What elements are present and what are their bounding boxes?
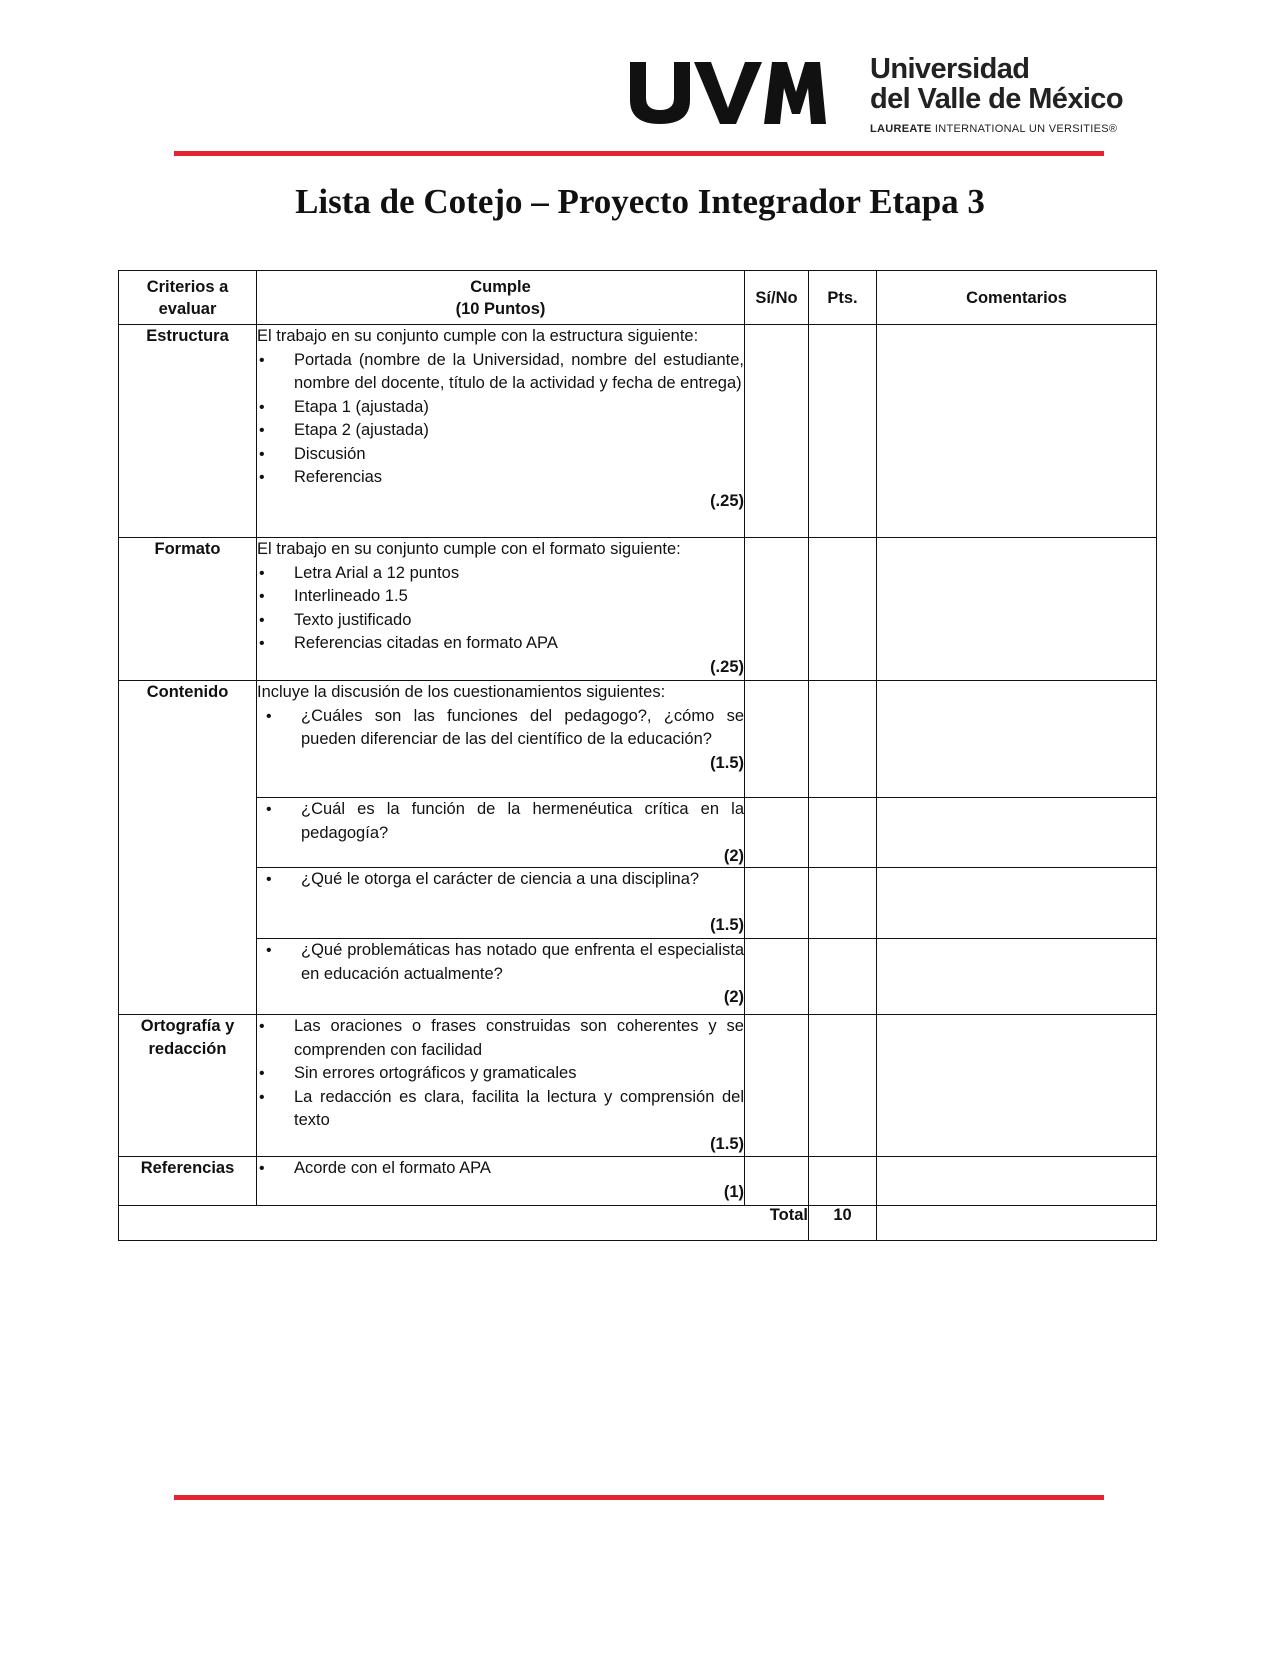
comentarios-cell[interactable] (877, 1157, 1157, 1206)
laureate-tagline (870, 123, 1117, 135)
estructura-list (257, 349, 744, 490)
list-item: • Interlineado 1.5 (257, 585, 744, 609)
si-no-cell[interactable] (745, 939, 809, 1015)
header-cumple-line1: Cumple (470, 277, 531, 296)
points-contenido-2: (2) (723, 847, 744, 865)
criterion-referencias: Referencias (119, 1157, 257, 1206)
list-item: • Las oraciones o frases construidas son coherentes y se comprenden con facilidad (257, 1015, 744, 1062)
header-cumple-line2: (10 Puntos) (455, 299, 546, 318)
contenido-intro: Incluye la discusión de los cuestionamientos siguientes: (257, 683, 666, 701)
comentarios-cell[interactable] (877, 325, 1157, 538)
comentarios-cell[interactable] (877, 681, 1157, 798)
criterion-ortografia-line1: Ortografía y (140, 1017, 235, 1035)
list-item: • Discusión (257, 443, 744, 467)
pts-cell[interactable] (809, 939, 877, 1015)
list-item: • Texto justificado (257, 609, 744, 633)
points-formato: (.25) (710, 657, 744, 676)
criterion-formato: Formato (119, 538, 257, 681)
criterion-contenido: Contenido (119, 681, 257, 1015)
total-label: Total (119, 1206, 809, 1241)
referencias-list (257, 1157, 744, 1181)
header-cumple (257, 271, 745, 325)
list-item: • Letra Arial a 12 puntos (257, 562, 744, 586)
row-contenido-4 (119, 939, 1157, 1015)
si-no-cell[interactable] (745, 798, 809, 868)
header-divider (174, 151, 1104, 156)
header-comentarios: Comentarios (877, 271, 1157, 325)
si-no-cell[interactable] (745, 681, 809, 798)
header-si-no: Sí/No (745, 271, 809, 325)
tagline-rest: INTERNATIONAL UN VERSITIES® (934, 123, 1118, 135)
list-item: • Portada (nombre de la Universidad, nombre del estudiante, nombre del docente, título de la actividad y fecha de entrega) (257, 349, 744, 396)
pts-cell[interactable] (809, 325, 877, 538)
row-ortografia (119, 1015, 1157, 1157)
list-item: • ¿Qué le otorga el carácter de ciencia a una disciplina? (257, 868, 744, 892)
header-row (119, 271, 1157, 325)
uvm-logo (626, 52, 1126, 142)
university-name-line2: del Valle de México (870, 83, 1123, 115)
total-value: 10 (809, 1206, 877, 1241)
comentarios-cell[interactable] (877, 1015, 1157, 1157)
row-formato (119, 538, 1157, 681)
si-no-cell[interactable] (745, 868, 809, 939)
comentarios-cell[interactable] (877, 798, 1157, 868)
list-item: • Referencias (257, 466, 744, 490)
pts-cell[interactable] (809, 798, 877, 868)
formato-list (257, 562, 744, 656)
tagline-bold: LAUREATE (870, 123, 932, 135)
list-item: • ¿Cuál es la función de la hermenéutica crítica en la pedagogía? (257, 798, 744, 845)
total-comentarios-cell[interactable] (877, 1206, 1157, 1241)
contenido-list-4 (257, 939, 744, 986)
header-pts: Pts. (809, 271, 877, 325)
row-contenido-2 (119, 798, 1157, 868)
row-contenido-1 (119, 681, 1157, 798)
list-item: • La redacción es clara, facilita la lectura y comprensión del texto (257, 1086, 744, 1133)
cumple-contenido-4 (257, 939, 745, 1015)
university-name (870, 54, 1123, 114)
points-contenido-4: (2) (723, 988, 744, 1006)
cumple-referencias (257, 1157, 745, 1206)
points-referencias: (1) (723, 1182, 744, 1201)
contenido-list-1 (257, 705, 744, 752)
cumple-formato (257, 538, 745, 681)
formato-intro: El trabajo en su conjunto cumple con el formato siguiente: (257, 540, 681, 558)
pts-cell[interactable] (809, 681, 877, 798)
comentarios-cell[interactable] (877, 538, 1157, 681)
rubric-table (118, 270, 1157, 1241)
row-estructura (119, 325, 1157, 538)
header-criterios-line2: evaluar (158, 299, 217, 318)
si-no-cell[interactable] (745, 538, 809, 681)
list-item: • ¿Cuáles son las funciones del pedagogo?, ¿cómo se pueden diferenciar de las del científico de la educación? (257, 705, 744, 752)
list-item: • Etapa 2 (ajustada) (257, 419, 744, 443)
list-item: • Sin errores ortográficos y gramaticales (257, 1062, 744, 1086)
pts-cell[interactable] (809, 868, 877, 939)
contenido-list-3 (257, 868, 744, 892)
list-item: • Referencias citadas en formato APA (257, 632, 744, 656)
si-no-cell[interactable] (745, 325, 809, 538)
uvm-logo-mark (626, 52, 826, 128)
points-contenido-1: (1.5) (710, 753, 744, 772)
list-item: • ¿Qué problemáticas has notado que enfrenta el especialista en educación actualmente? (257, 939, 744, 986)
footer-divider (174, 1495, 1104, 1500)
comentarios-cell[interactable] (877, 868, 1157, 939)
criterion-ortografia-line2: redacción (148, 1040, 227, 1058)
row-referencias (119, 1157, 1157, 1206)
points-estructura: (.25) (710, 491, 744, 510)
header-criterios-line1: Criterios a (146, 277, 229, 296)
estructura-intro: El trabajo en su conjunto cumple con la estructura siguiente: (257, 327, 699, 345)
cumple-ortografia (257, 1015, 745, 1157)
si-no-cell[interactable] (745, 1015, 809, 1157)
list-item: • Etapa 1 (ajustada) (257, 396, 744, 420)
row-total (119, 1206, 1157, 1241)
cumple-contenido-3 (257, 868, 745, 939)
contenido-list-2 (257, 798, 744, 845)
list-item: • Acorde con el formato APA (257, 1157, 744, 1181)
ortografia-list (257, 1015, 744, 1133)
university-name-line1: Universidad (870, 53, 1030, 85)
header-criterios (119, 271, 257, 325)
points-contenido-3: (1.5) (710, 915, 744, 934)
criterion-ortografia (119, 1015, 257, 1157)
comentarios-cell[interactable] (877, 939, 1157, 1015)
si-no-cell[interactable] (745, 1157, 809, 1206)
pts-cell[interactable] (809, 1157, 877, 1206)
points-ortografia: (1.5) (710, 1134, 744, 1153)
row-contenido-3 (119, 868, 1157, 939)
document-title: Lista de Cotejo – Proyecto Integrador Etapa 3 (295, 182, 985, 221)
pts-cell[interactable] (809, 538, 877, 681)
criterion-estructura: Estructura (119, 325, 257, 538)
cumple-estructura (257, 325, 745, 538)
pts-cell[interactable] (809, 1015, 877, 1157)
cumple-contenido-1 (257, 681, 745, 798)
cumple-contenido-2 (257, 798, 745, 868)
